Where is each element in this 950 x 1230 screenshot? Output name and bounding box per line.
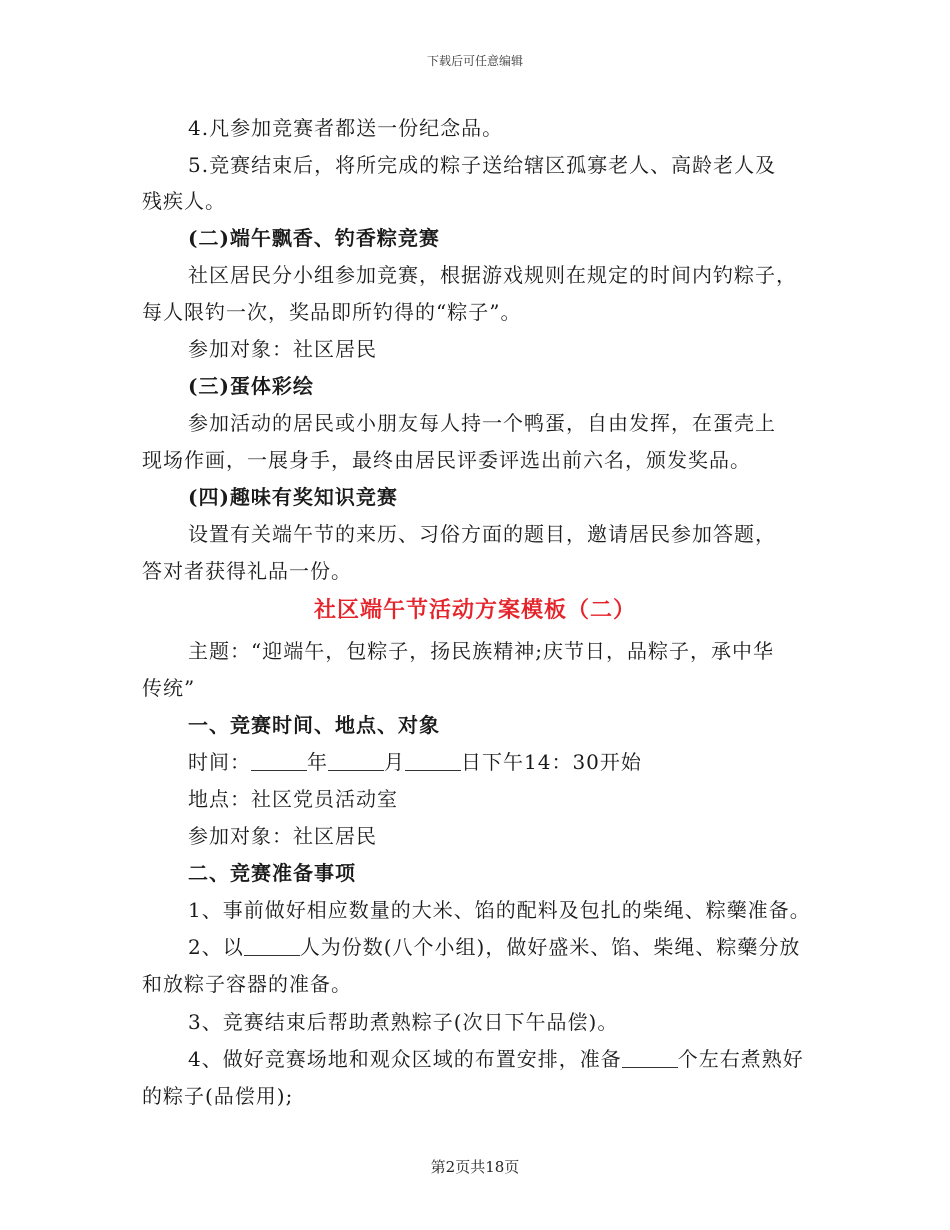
blank-count — [622, 1049, 678, 1068]
prep-item-2-line2: 和放粽子容器的准备。 — [142, 972, 352, 996]
heading-time-place: 一、竞赛时间、地点、对象 — [188, 713, 440, 737]
paragraph-egg-line1: 参加活动的居民或小朋友每人持一个鸭蛋，自由发挥，在蛋壳上 — [188, 411, 776, 435]
blank-year — [251, 752, 307, 771]
place-line: 地点：社区党员活动室 — [188, 787, 398, 811]
blank-people — [244, 937, 300, 956]
prep-2-prefix: 2、以 — [188, 935, 244, 959]
item-5-line2: 残疾人。 — [142, 189, 226, 213]
time-label: 时间： — [188, 750, 251, 774]
prep-2-rest: 人为份数(八个小组)，做好盛米、馅、柴绳、粽藥分放 — [299, 935, 801, 959]
prep-item-4-line2: 的粽子(品偿用); — [142, 1084, 294, 1108]
prep-item-3: 3、竞赛结束后帮助煮熟粽子(次日下午品偿)。 — [188, 1010, 619, 1034]
heading-preparation: 二、竞赛准备事项 — [188, 861, 356, 885]
year-label: 年 — [307, 750, 328, 774]
item-5-line1: 5.竞赛结束后，将所完成的粽子送给辖区孤寡老人、高龄老人及 — [188, 153, 777, 177]
blank-month — [328, 752, 384, 771]
section-title: 社区端午节活动方案模板（二） — [313, 597, 636, 623]
month-label: 月 — [384, 750, 405, 774]
page-header: 下载后可任意编辑 — [426, 54, 523, 68]
time-line — [188, 750, 642, 774]
prep-4-prefix: 4、做好竞赛场地和观众区域的布置安排，准备 — [188, 1047, 622, 1071]
heading-quiz: (四)趣味有奖知识竞赛 — [188, 485, 398, 509]
prep-item-1: 1、事前做好相应数量的大米、馅的配料及包扎的柴绳、粽藥准备。 — [188, 898, 811, 922]
heading-fishing-zongzi: (二)端午飘香、钓香粽竞赛 — [188, 226, 440, 250]
day-label: 日下午14：30开始 — [461, 750, 642, 774]
paragraph-quiz-line1: 设置有关端午节的来历、习俗方面的题目，邀请居民参加答题， — [188, 522, 776, 546]
heading-egg-painting: (三)蛋体彩绘 — [188, 374, 314, 398]
prep-4-rest: 个左右煮熟好 — [677, 1047, 804, 1071]
page-footer: 第2页共18页 — [430, 1158, 520, 1176]
paragraph-egg-line2: 现场作画，一展身手，最终由居民评委评选出前六名，颁发奖品。 — [142, 448, 751, 472]
target-line: 参加对象：社区居民 — [188, 824, 377, 848]
theme-line1: 主题：“迎端午，包粽子，扬民族精神;庆节日，品粽子，承中华 — [188, 639, 774, 663]
paragraph-fishing-line1: 社区居民分小组参加竞赛，根据游戏规则在规定的时间内钓粽子， — [188, 263, 797, 287]
prep-item-2-line1 — [188, 935, 800, 959]
participants-line: 参加对象：社区居民 — [188, 337, 377, 361]
blank-day — [405, 752, 461, 771]
paragraph-fishing-line2: 每人限钓一次，奖品即所钓得的“粽子”。 — [142, 300, 522, 324]
paragraph-quiz-line2: 答对者获得礼品一份。 — [142, 559, 352, 583]
item-4: 4.凡参加竞赛者都送一份纪念品。 — [188, 116, 504, 140]
theme-line2: 传统” — [142, 676, 196, 700]
prep-item-4-line1 — [188, 1047, 804, 1071]
